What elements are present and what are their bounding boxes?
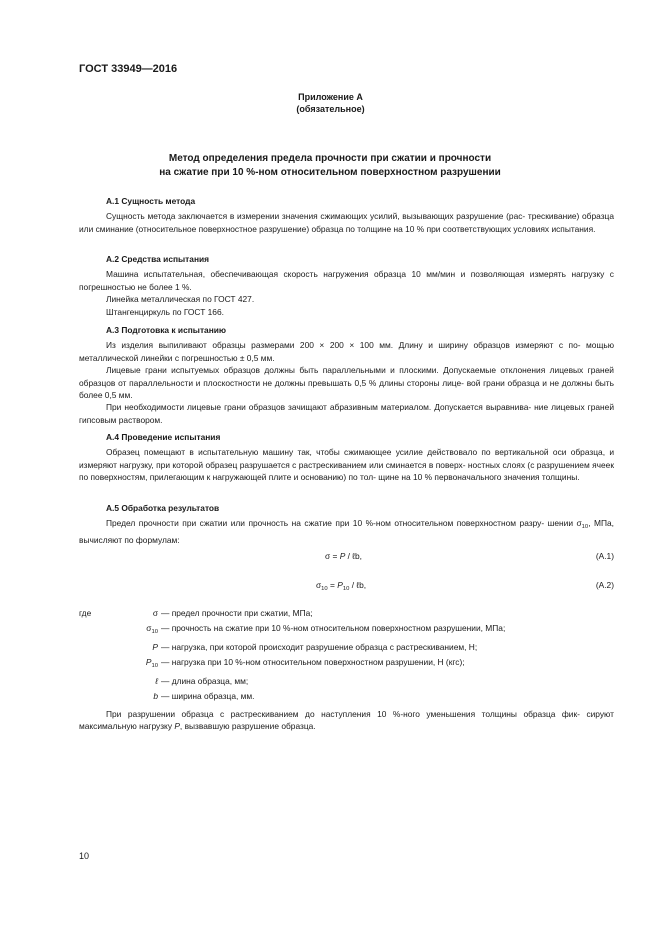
text-fragment: шении σ xyxy=(547,518,582,529)
text-line: Сущность метода заключается в измерении значения сжимающих усилий, вызывающих разрушение (рас- xyxy=(106,211,526,222)
symbol: σ xyxy=(152,608,158,618)
text-line: Лицевые грани испытуемых образцов должны быть параллельными и плоскими. Допускаемые отклонения xyxy=(106,365,546,376)
legend-text: — нагрузка при 10 %-ном относительном поверхностном разрушении, Н (кгс); xyxy=(161,657,465,667)
text-line: мощью металлической линейки с погрешностью ± 0,5 мм. xyxy=(79,340,614,363)
formula-rest: / ℓb, xyxy=(345,551,362,561)
paragraph xyxy=(79,339,614,364)
text-line: Машина испытательная, обеспечивающая скорость нагружения образца 10 мм/мин и позволяющая измерять xyxy=(106,269,566,280)
formula-symbol: P xyxy=(337,580,343,590)
subscript: 10 xyxy=(151,629,158,635)
legend-symbol xyxy=(79,640,161,655)
legend-symbol xyxy=(79,655,161,674)
page-number: 10 xyxy=(79,851,90,861)
formula-symbol: P xyxy=(339,551,346,561)
method-title xyxy=(110,152,550,180)
legend-row xyxy=(79,606,614,621)
legend-row xyxy=(79,655,614,674)
legend-row xyxy=(79,640,614,655)
paragraph xyxy=(79,708,614,733)
legend-text: — ширина образца, мм. xyxy=(161,691,255,701)
text-line: трескивание) образца или сминание (относительное поверхностное разрушение) образца по толщине на 10 % при xyxy=(79,211,614,234)
subscript: 10 xyxy=(321,586,328,592)
text-line: ние лицевых граней гипсовым раствором. xyxy=(79,402,615,425)
annex-subtitle: (обязательное) xyxy=(296,104,365,114)
formula-a2 xyxy=(316,580,366,592)
section-heading: А.1 Сущность метода xyxy=(106,196,196,206)
legend-text: — предел прочности при сжатии, МПа; xyxy=(161,608,313,618)
formula-legend xyxy=(79,606,614,704)
paragraph xyxy=(79,210,614,235)
legend-symbol xyxy=(79,689,161,704)
symbol: P xyxy=(152,642,158,652)
section-a3 xyxy=(79,324,614,426)
formula-number-a1: (А.1) xyxy=(595,551,614,561)
symbol: P xyxy=(174,721,180,732)
paragraph xyxy=(79,446,614,483)
legend-row xyxy=(79,689,614,704)
section-heading: А.2 Средства испытания xyxy=(106,254,210,264)
legend-symbol xyxy=(79,674,161,689)
symbol: ℓ xyxy=(155,676,158,686)
text-line: соответствующих условиях испытания. xyxy=(442,223,596,234)
formula-a1 xyxy=(325,551,362,561)
paragraph xyxy=(79,401,614,426)
text-line: нагрузку с погрешностью не более 1 %. xyxy=(79,269,614,292)
text-line: Предел прочности при сжатии или прочность на сжатие при 10 %-ном относительном поверхностном разру- xyxy=(106,518,545,529)
subscript: 10 xyxy=(342,586,350,592)
subscript: 10 xyxy=(581,524,589,531)
formula-eq: = xyxy=(327,580,338,590)
subscript: 10 xyxy=(151,663,158,669)
section-heading: А.5 Обработка результатов xyxy=(106,503,220,513)
paragraph xyxy=(79,517,614,546)
text-line: Образец помещают в испытательную машину так, чтобы сжимающее усилие действовало по вертикальной xyxy=(106,447,549,458)
symbol: σ xyxy=(146,623,152,633)
formula-rest: / ℓb, xyxy=(349,580,367,590)
document-id: ГОСТ 33949—2016 xyxy=(79,63,178,75)
section-heading: А.3 Подготовка к испытанию xyxy=(106,325,227,335)
method-title-line-2: на сжатие при 10 %-ном относительном поверхностном разрушении xyxy=(159,167,501,178)
legend-row xyxy=(79,674,614,689)
section-a2 xyxy=(79,253,614,318)
text-line: лицевых граней образцов от параллельности и плоскостности не должны превышать 0,5 % длины стороны лице- xyxy=(79,365,614,388)
section-heading: А.4 Проведение испытания xyxy=(106,432,221,442)
symbol: P xyxy=(145,657,152,667)
text-line: вой грани образца и не должны быть более 0,5 мм. xyxy=(79,377,614,401)
text-line: Из изделия выпиливают образцы размерами 200 × 200 × 100 мм. Длину и ширину образцов измеряют с по- xyxy=(106,340,581,351)
formula-lhs: σ xyxy=(316,580,322,590)
paragraph: Штангенциркуль по ГОСТ 166. xyxy=(106,306,224,317)
legend-symbol xyxy=(79,621,161,640)
section-a4 xyxy=(79,431,614,484)
final-paragraph xyxy=(79,708,614,733)
legend-row xyxy=(79,621,614,640)
paragraph: Линейка металлическая по ГОСТ 427. xyxy=(106,294,255,305)
text-line: оси образца, и измеряют нагрузку, при которой образец разрушается с растрескиванием или сминается в поверх- xyxy=(79,447,614,470)
text-line: При необходимости лицевые грани образцов зачищают абразивным материалом. Допускается выравнива- xyxy=(106,402,532,413)
text-fragment: , МПа, вычисляют по формулам: xyxy=(79,518,615,545)
formula-number-a2: (А.2) xyxy=(595,580,614,590)
section-a1 xyxy=(79,195,614,235)
text-line: При разрушении образца с растрескиванием до наступления 10 %-ного уменьшения толщины образца фик- xyxy=(106,709,580,719)
formula-lhs: σ = xyxy=(325,551,340,561)
legend-where: где xyxy=(79,608,92,618)
text-fragment: , вызвавшую разрушение образца. xyxy=(179,721,316,732)
text-fragment: сируют максимальную нагрузку xyxy=(79,709,614,732)
legend-text: — длина образца, мм; xyxy=(161,676,249,686)
paragraph xyxy=(79,268,614,293)
text-line: щине на 10 % первоначального значения толщины. xyxy=(378,472,580,483)
method-title-line-1: Метод определения предела прочности при сжатии и прочности xyxy=(168,153,492,164)
section-a5 xyxy=(79,502,614,546)
legend-symbol xyxy=(79,606,161,621)
legend-text: — нагрузка, при которой происходит разрушение образца с растрескиванием, Н; xyxy=(161,642,478,652)
legend-text: — прочность на сжатие при 10 %-ном относительном поверхностном разрушении, МПа; xyxy=(161,623,506,633)
symbol: b xyxy=(153,691,158,701)
paragraph xyxy=(79,364,614,401)
annex-title: Приложение А xyxy=(298,92,363,102)
text-line: ностных слоях (с разрушением ячеек по поверхностям, прилегающим к нагружающей плите и основанию) по тол- xyxy=(79,459,614,483)
